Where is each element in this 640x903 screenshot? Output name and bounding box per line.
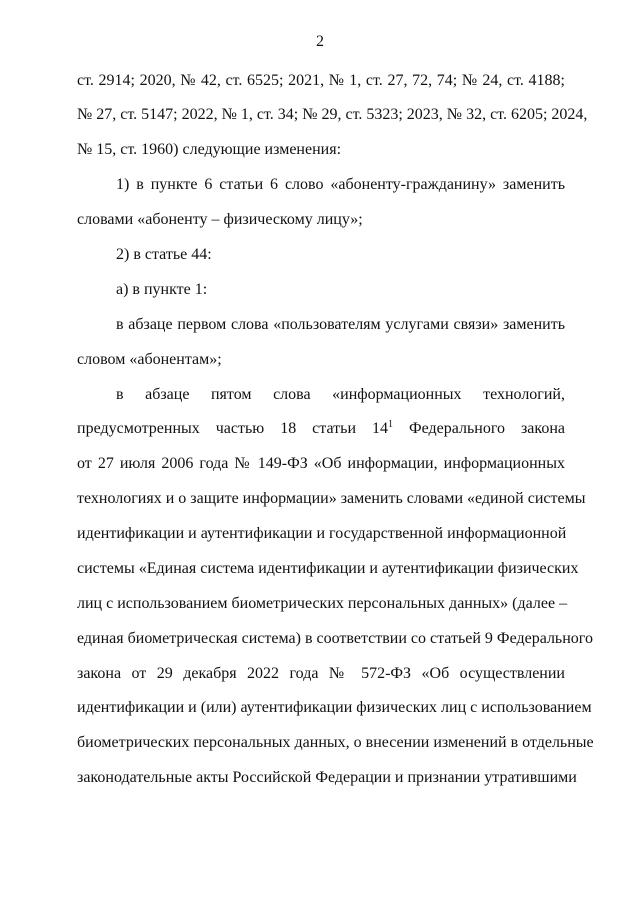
text-line [77,454,565,474]
text-line [77,210,565,230]
text-line-content: биометрических персональных данных, о внесении изменений в отдельные [77,734,594,751]
text-line-content: идентификации и аутентификации и государственной информационной [77,525,567,542]
text-line [77,419,565,439]
text-line [77,71,565,91]
text-line [77,594,568,614]
text-line [116,280,565,300]
text-line-content: лиц с использованием биометрических персональных данных» (далее – [77,595,568,612]
text-line [77,105,588,125]
text-line-content: законодательные акты Российской Федерации и признании утратившими [77,769,577,786]
text-line [116,245,565,265]
text-line [77,664,565,684]
text-line-content: технологиях и о защите информации» заменить словами «единой системы [77,490,586,507]
text-line [116,385,565,405]
text-line-content: словами «абоненту – физическому лицу»; [77,211,363,228]
text-line-content: закона от 29 декабря 2022 года № 572-ФЗ «Об осуществлении [77,665,565,682]
text-line-content: от 27 июля 2006 года № 149-ФЗ «Об информации, информационных [77,455,565,472]
text-line [116,315,565,335]
text-line-content: словом «абонентам»; [77,351,222,368]
text-line [77,489,586,509]
text-line-content: идентификации и (или) аутентификации физических лиц с использованием [77,699,592,716]
text-line [77,698,592,718]
text-line [77,559,579,579]
page-number: 2 [316,33,324,50]
text-line-content: ст. 2914; 2020, № 42, ст. 6525; 2021, № 1, ст. 27, 72, 74; № 24, ст. 4188; [77,72,565,89]
text-line-content: системы «Единая система идентификации и аутентификации физических [77,560,579,577]
text-line-content: № 27, ст. 5147; 2022, № 1, ст. 34; № 29, ст. 5323; 2023, № 32, ст. 6205; 2024, [77,106,588,123]
text-line-content: предусмотренных частью 18 статьи 14 [77,420,388,437]
text-line-content: 1) в пункте 6 статьи 6 слово «абоненту-гражданину» заменить [116,176,565,193]
text-line [77,140,565,160]
superscript: 1 [387,419,393,430]
text-line-content: а) в пункте 1: [116,281,208,298]
text-line [116,175,565,195]
text-line-tail: Федерального закона [392,420,565,437]
text-line [77,733,594,753]
text-line-content: № 15, ст. 1960) следующие изменения: [77,141,342,158]
text-line-content: в абзаце пятом слова «информационных технологий, [116,386,565,403]
text-line-content: в абзаце первом слова «пользователям услугами связи» заменить [116,316,565,333]
text-line [77,629,593,649]
text-line [77,768,577,788]
text-line [77,524,565,544]
text-line-content: 2) в статье 44: [116,246,212,263]
text-line [77,350,565,370]
text-line-content: единая биометрическая система) в соответствии со статьей 9 Федерального [77,630,593,647]
